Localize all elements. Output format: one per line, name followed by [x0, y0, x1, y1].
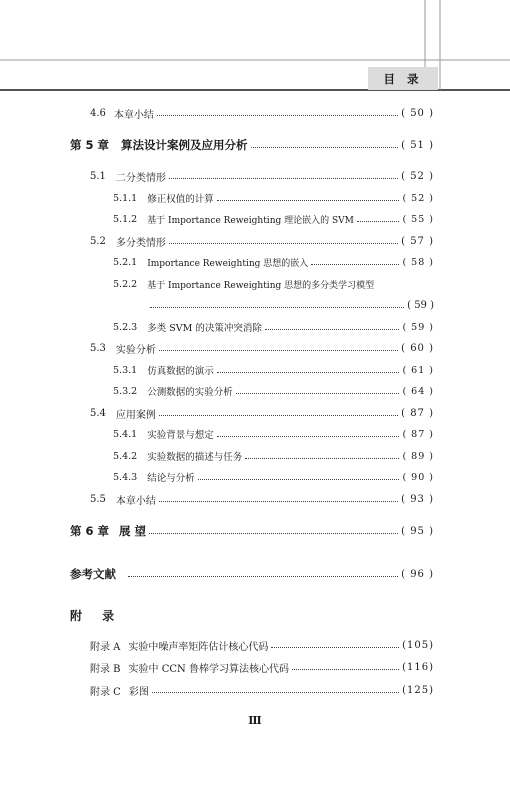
- toc-entry-5-1[interactable]: 5.1 二分类情形 ( 52 ): [90, 167, 434, 185]
- toc-chapter-5[interactable]: 第 5 章 算法设计案例及应用分析 ( 51 ): [70, 138, 434, 152]
- toc-entry-5-2-3[interactable]: 5.2.3 多类 SVM 的决策冲突消除 ( 59 ): [113, 318, 434, 336]
- toc-entry-5-4-2[interactable]: 5.4.2 实验数据的描述与任务 ( 89 ): [113, 447, 434, 465]
- toc-appendix-a[interactable]: 附录 A 实验中噪声率矩阵估计核心代码 (105): [90, 636, 434, 654]
- toc-entry-4-6[interactable]: 4.6 本章小结 ( 50 ): [90, 104, 434, 122]
- section-header-label: 目 录: [368, 67, 438, 90]
- toc-entry-5-3[interactable]: 5.3 实验分析 ( 60 ): [90, 339, 434, 357]
- toc-entry-5-1-2[interactable]: 5.1.2 基于 Importance Reweighting 理论嵌入的 SVM ( 55 ): [113, 210, 434, 228]
- toc-chapter-6[interactable]: 第 6 章 展 望 ( 95 ): [70, 524, 434, 538]
- page-number: Ⅲ: [248, 714, 262, 727]
- toc-references[interactable]: 参考文献 ( 96 ): [70, 567, 434, 581]
- toc-entry-5-2-1[interactable]: 5.2.1 Importance Reweighting 思想的嵌入 ( 58 ): [113, 253, 434, 271]
- toc-entry-5-4[interactable]: 5.4 应用案例 ( 87 ): [90, 404, 434, 422]
- toc-entry-5-4-1[interactable]: 5.4.1 实验背景与想定 ( 87 ): [113, 425, 434, 443]
- toc-entry-5-1-1[interactable]: 5.1.1 修正权值的计算 ( 52 ): [113, 189, 434, 207]
- toc-entry-5-2-2[interactable]: 5.2.2 基于 Importance Reweighting 思想的多分类学习模型: [113, 278, 375, 291]
- toc-entry-5-5[interactable]: 5.5 本章小结 ( 93 ): [90, 490, 434, 508]
- toc-entry-5-4-3[interactable]: 5.4.3 结论与分析 ( 90 ): [113, 468, 434, 486]
- toc-appendix-c[interactable]: 附录 C 彩图 (125): [90, 681, 434, 699]
- appendix-heading: 附 录: [70, 609, 123, 623]
- toc-appendix-b[interactable]: 附录 B 实验中 CCN 鲁棒学习算法核心代码 (116): [90, 658, 434, 676]
- toc-entry-5-3-2[interactable]: 5.3.2 公测数据的实验分析 ( 64 ): [113, 382, 434, 400]
- toc-entry-5-2-2-continuation: ( 59 ): [150, 296, 434, 314]
- toc-entry-5-3-1[interactable]: 5.3.1 仿真数据的演示 ( 61 ): [113, 361, 434, 379]
- toc-entry-5-2[interactable]: 5.2 多分类情形 ( 57 ): [90, 232, 434, 250]
